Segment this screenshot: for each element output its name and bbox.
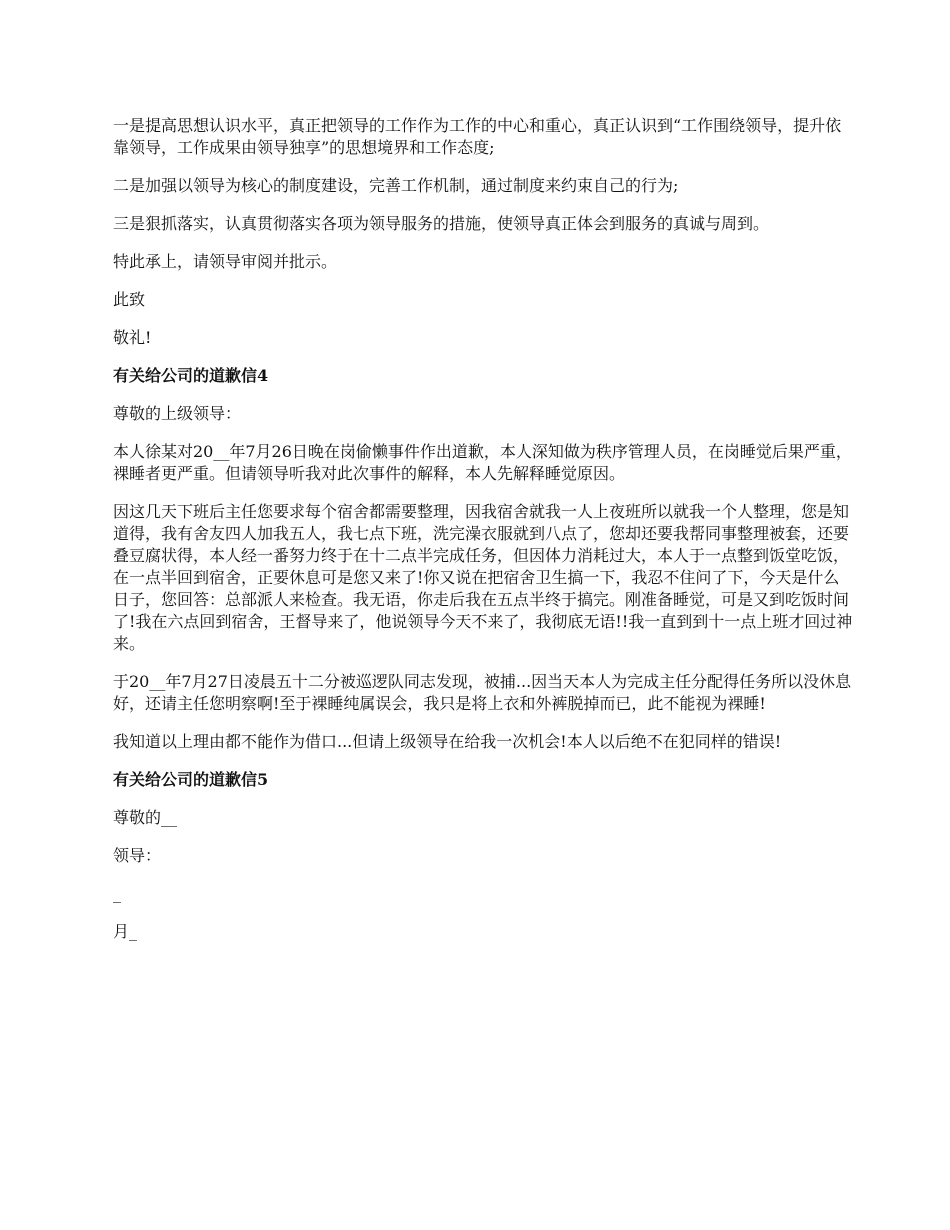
paragraph-closing-request: 特此承上，请领导审阅并批示。 — [113, 252, 338, 271]
letter5-title: 有关给公司的道歉信5 — [113, 770, 269, 789]
letter5-salutation: 尊敬的__ — [113, 808, 178, 827]
letter5-month-line: 月_ — [113, 922, 138, 941]
paragraph-greeting-jingli: 敬礼! — [113, 328, 152, 347]
letter4-paragraph-3: 于20__年7月27日凌晨五十二分被巡逻队同志发现，被捕...因当天本人为完成主任分配得任务所以没休息好，还请主任您明察啊!至于裸睡纯属误会，我只是将上衣和外裤脱掉而已，此不能视为裸睡! — [113, 672, 852, 713]
paragraph-point-two: 二是加强以领导为核心的制度建设，完善工作机制，通过制度来约束自己的行为; — [113, 176, 679, 195]
letter4-salutation: 尊敬的上级领导： — [113, 404, 242, 423]
letter5-addressee: 领导： — [113, 846, 162, 865]
letter5-blank-line: _ — [113, 884, 121, 903]
paragraph-greeting-zhici: 此致 — [113, 290, 146, 309]
letter4-paragraph-4: 我知道以上理由都不能作为借口...但请上级领导在给我一次机会!本人以后绝不在犯同样的错误! — [113, 732, 782, 751]
paragraph-point-one: 一是提高思想认识水平，真正把领导的工作作为工作的中心和重心，真正认识到“工作围绕领导，提升依靠领导，工作成果由领导独享”的思想境界和工作态度; — [113, 116, 842, 157]
letter4-title: 有关给公司的道歉信4 — [113, 366, 269, 385]
letter4-paragraph-1: 本人徐某对20__年7月26日晚在岗偷懒事件作出道歉，本人深知做为秩序管理人员，在岗睡觉后果严重，裸睡者更严重。但请领导听我对此次事件的解释，本人先解释睡觉原因。 — [113, 442, 852, 483]
document-body — [113, 115, 853, 959]
paragraph-point-three: 三是狠抓落实，认真贯彻落实各项为领导服务的措施，使领导真正体会到服务的真诚与周到。 — [113, 214, 770, 233]
letter4-paragraph-2: 因这几天下班后主任您要求每个宿舍都需要整理，因我宿舍就我一人上夜班所以就我一个人整理，您是知道得，我有舍友四人加我五人，我七点下班，洗完澡衣服就到八点了，您却还要我帮同事整理被套，还要叠豆腐状得，本人经一番努力终于在十二点半完成任务，但因体力消耗过大，本人于一点整到饭堂吃饭，在一点半回到宿舍，正要休息可是您又来了!你又说在把宿舍卫生搞一下，我忍不住问了下，今天是什么日子，您回答：总部派人来检查。我无语，你走后我在五点半终于搞完。刚准备睡觉，可是又到吃饭时间了!我在六点回到宿舍，王督导来了，他说领导今天不来了，我彻底无语!!我一直到到十一点上班才回过神来。 — [113, 502, 853, 653]
